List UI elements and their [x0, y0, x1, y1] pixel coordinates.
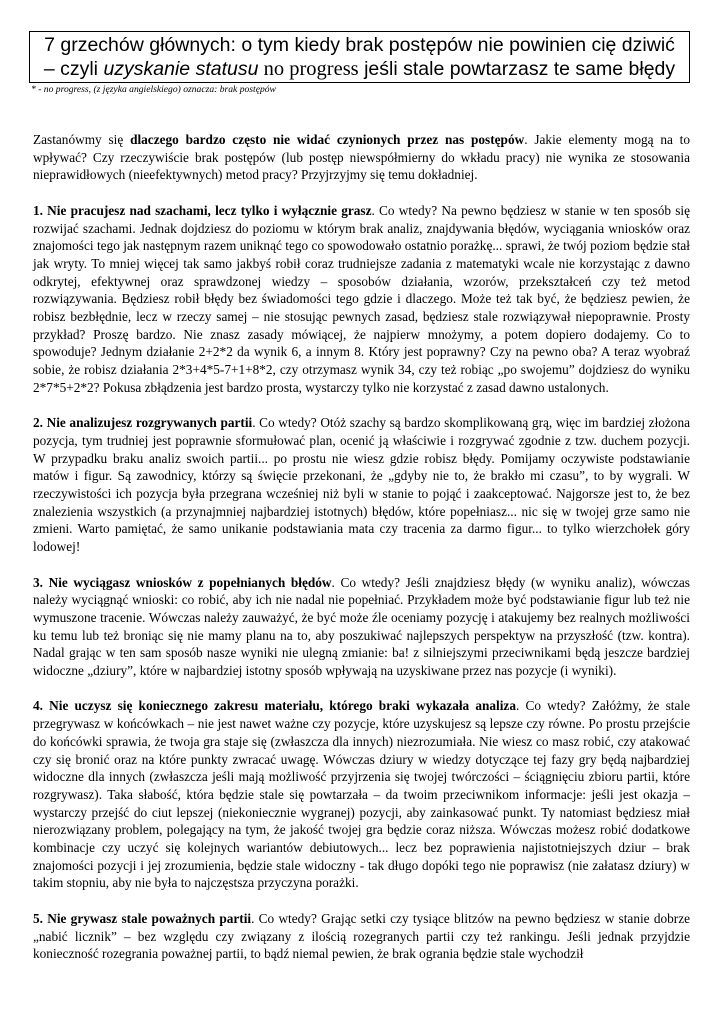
title-line-2-prefix: – czyli: [43, 58, 104, 80]
intro-after: . Jakie elementy mogą na to wpływać? Czy rzeczywiście brak postępów (lub postęp niewspółmierny do wkładu pracy) nie wynika ze stosowania nieprawidłowych (nieefektywnych) metod pracy? Przyjrzyjmy się temu dokładniej.: [33, 132, 691, 183]
section-text: . Co wtedy? Otóż szachy są bardzo skomplikowaną grą, więc im bardziej złożona pozycja, tym trudniej jest poprawnie sformułować plan, ocenić ją właściwie i rozgrywać zgodnie z tzw. duchem pozycji. W przypadku braku analiz swoich partii... po prostu nie wiesz gdzie robisz błędy. Pomijamy oczywiste podstawianie matów i figur. Są zawodnicy, którzy są święcie przekonani, że „gdyby nie to, że brakło mi czasu”, to by wygrali. W rzeczywistości ich pozycja była przegrana wcześniej niż byli w stanie to pojąć i zaakceptować. Najgorsze jest to, że bez znalezienia wszystkich (a przynajmniej najbardziej istotnych) błędów, które popełniasz... nic się w twojej grze samo nie zmieni. Warto pamiętać, że samo unikanie podstawiania mata czy tracenia za darmo figur... to tylko wierzchołek góry lodowej!: [33, 415, 691, 555]
title-line-2: [30, 57, 689, 81]
section-1: [33, 202, 690, 397]
section-text: . Co wtedy? Załóżmy, że stale przegrywasz w końcówkach – nie jest nawet ważne czy pozycje, które uzyskujesz są lepsze czy równe. Po prostu przejście do końcówki sprawia, że twoja gra staje się (zwłaszcza dla innych) niezrozumiała. Nie wiesz co masz robić, czy atakować czy się bronić oraz na które punkty zwracać uwagę. Wówczas dziury w wiedzy dotyczące tej fazy gry będą najbardziej widoczne dla innych (zwłaszcza jeśli mają możliwość przyjrzenia się twojej twórczości – ściągnięciu zbioru partii, które rozgrywasz). Taka słabość, która będzie stale się powtarzała – da twoim przeciwnikom informacje: jeśli jest okazja – wystarczy przejść do ciut lepszej (niekoniecznie wygranej) pozycji, aby zainkasować punkt. Ty natomiast będziesz miał nierozwiązany problem, polegający na tym, że jakość twojej gra będzie coraz niższa. Wówczas możesz robić dodatkowe kombinacje czy uczyć się kolejnych wariantów debiutowych... lecz bez poprawienia najistotniejszych dziur – brak znajomości pozycji i jej zrozumienia, będzie stale widoczny - tak długo dopóki tego nie poprawisz (nie załatasz dziury) w takim stopniu, aby nie była to najczęstsza przyczyna porażki.: [33, 698, 690, 891]
section-text: . Co wtedy? Jeśli znajdziesz błędy (w wyniku analiz), wówczas należy wyciągnąć wnioski: co robić, aby ich nie nadal nie popełniać. Przykładem może być podstawianie figur lub też nie wymuszone tracenie. Wówczas należy zauważyć, że być może źle oceniamy pozycję i atakujemy bez realnych możliwości ku temu lub też broniąc się nie mamy planu na to, aby poszukiwać najlepszych perspektyw na przyszłość (tzw. kontra). Nadal grając w ten sam sposób nasze wyniki nie ulegną zmianie: ba! z silniejszymi przeciwnikami będą jeszcze bardziej widoczne „dziury”, które w najbardziej istotny sposób wpływają na uzyskiwane przez nas pozycje (i wyniki).: [33, 574, 690, 679]
section-heading: 2. Nie analizujesz rozgrywanych partii: [33, 415, 253, 431]
intro-paragraph: [33, 131, 690, 184]
section-text: . Co wtedy? Na pewno będziesz w stanie w ten sposób się rozwijać szachami. Jednak dojdziesz do poziomu w którym brak analiz, znajdywania błędów, wyciągania wniosków oraz znajomości tego jak następnym razem uniknąć tego co spowodowało ostatnio porażkę... sprawi, że twój poziom będzie stał jak wryty. To mniej więcej tak samo jakbyś robił coraz trudniejsze zadania z matematyki wcale nie korzystając z dawno odkrytej, efektywnej oraz sprawdzonej wiedzy – sposobów działania, wzorów, przekształceń czy też metod rozwiązywania. Będziesz robił błędy bez świadomości tego gdzie i dlaczego. Może też tak być, że będziesz pewien, że robisz bezbłędnie, lecz w rzeczy samej – nie stosując pewnych zasad, będziesz stale rozwiązywał niepoprawnie. Prosty przykład? Proszę bardzo. Nie znasz zasady mówiącej, że najpierw mnożymy, a potem dopiero dodajemy. Co to spowoduje? Jednym działanie 2+2*2 da wynik 6, a innym 8. Który jest poprawny? Czy na pewno oba? A teraz wyobraź sobie, że robisz działania 2*3+4*5-7+1+8*2, czy otrzymasz wynik 34, czy też robiąc „po swojemu” dojdziesz do wyniku 2*7*5+2*2? Pokusa zbłądzenia jest bardzo prosta, wystarczy tylko nie korzystać z zasad dawno ustalonych.: [33, 202, 690, 395]
section-4: [33, 697, 690, 892]
section-text: . Co wtedy? Grając setki czy tysiące blitzów na pewno będziesz w stanie dobrze „nabić licznik” – bez względu czy związany z ilością rozegranych partii czy też rankingu. Jeśli jednak przyjdzie konieczność rozegrania poważnej partii, to bądź niemal pewien, że brak ograniа będzie stale wychodził: [33, 910, 690, 962]
intro-bold: dlaczego bardzo często nie widać czynionych przez nas postępów: [130, 132, 525, 147]
section-3: [33, 574, 690, 680]
document-title: [29, 31, 690, 83]
section-heading: 4. Nie uczysz się koniecznego zakresu materiału, którego braki wykazała analiza: [33, 698, 516, 714]
section-heading: 3. Nie wyciągasz wniosków z popełnianych błędów: [33, 574, 332, 590]
intro-before: Zastanówmy się: [33, 132, 131, 147]
title-line-2-serif: no progress: [258, 58, 359, 80]
section-2: [33, 414, 690, 556]
footnote: * - no progress, (z języka angielskiego) oznacza: brak postępów: [31, 84, 276, 95]
section-5: [33, 910, 690, 963]
section-heading: 1. Nie pracujesz nad szachami, lecz tylko i wyłącznie grasz: [33, 202, 372, 218]
title-line-2-italic: uzyskanie statusu: [103, 58, 259, 80]
title-line-2-suffix: jeśli stale powtarzasz te same błędy: [358, 58, 676, 80]
section-heading: 5. Nie grywasz stale poważnych partii: [33, 910, 252, 926]
title-line-1: 7 grzechów głównych: o tym kiedy brak postępów nie powinien cię dziwić: [44, 34, 675, 56]
document-body: [33, 131, 690, 981]
